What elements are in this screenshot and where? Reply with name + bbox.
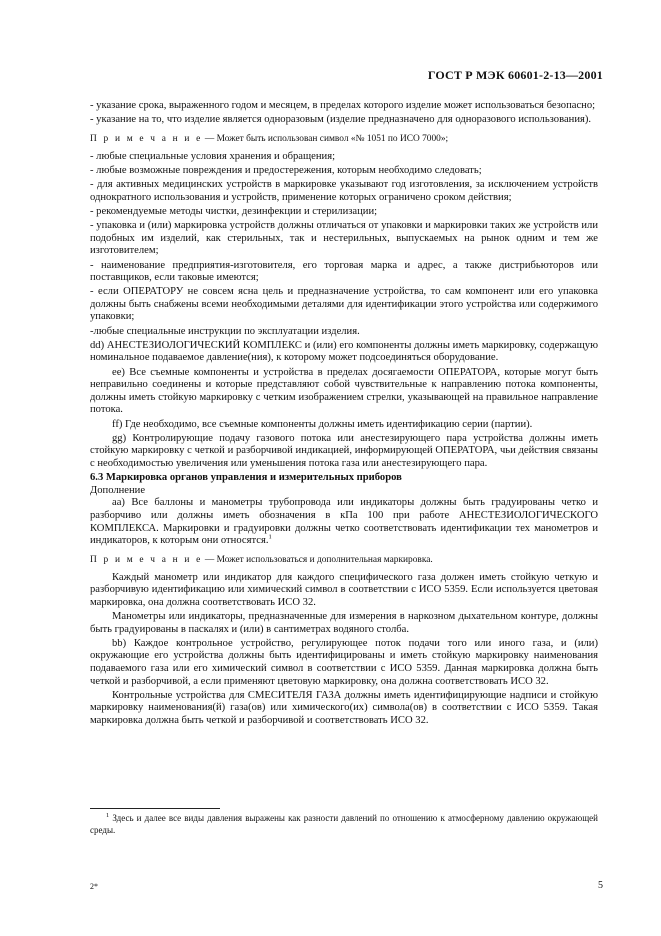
page-header: ГОСТ Р МЭК 60601-2-13—2001 [427, 68, 603, 82]
list-item: - любые специальные условия хранения и обращения; [90, 150, 336, 162]
paragraph: Контрольные устройства для СМЕСИТЕЛЯ ГАЗА должны иметь идентифицирующие надписи и стойкую маркировку наименования(й) газа(ов) или химического(их) символа(ов) в соответствии с ИСО 5359. Такая маркировка должна быть четкой и разборчивой и соответствовать ИСО 32. [90, 689, 598, 727]
item-aa [90, 497, 598, 547]
note [90, 133, 598, 145]
list-item: -любые специальные инструкции по эксплуатации изделия. [90, 325, 360, 337]
list-item: - упаковка и (или) маркировка устройств должны отличаться от упаковки и маркировки таких же устройств или подобных им изделий, как стерильных, так и нестерильных, выпускаемых на рынок одним и тем же изготовителем; [90, 220, 598, 257]
document-body [90, 100, 598, 729]
note-text: — Может быть использован символ «№ 1051 по ИСО 7000»; [202, 133, 449, 144]
paragraph: Каждый манометр или индикатор для каждого специфического газа должен иметь стойкую четкую и разборчивую идентификацию или химический символ в соответствии с ИСО 5359. Если используется цветовая маркировка, она должна соответствовать ИСО 32. [90, 571, 598, 608]
list-item: - для активных медицинских устройств в маркировке указывают год изготовления, за исключением устройств однократного использования и устройств, применение которых ограничено сроком действия; [90, 179, 598, 203]
footnote-text: Здесь и далее все виды давления выражены как разности давлений по отношению к атмосферному давлению окружающей среды. [90, 813, 598, 835]
page-number: 5 [598, 880, 603, 891]
section-subtitle: Дополнение [90, 484, 146, 496]
item-dd: dd) АНЕСТЕЗИОЛОГИЧЕСКИЙ КОМПЛЕКС и (или) его компоненты должны иметь маркировку, содержащую номинальное подаваемое давление(ния), к которому может подсоединяться оборудование. [90, 339, 598, 364]
item-ff: ff) Где необходимо, все съемные компоненты должны иметь идентификацию серии (партии). [112, 418, 533, 430]
note-text: — Может использоваться и дополнительная маркировка. [202, 554, 433, 565]
footnote-divider [90, 808, 220, 809]
footnote-area [90, 808, 598, 836]
list-item: - наименование предприятия-изготовителя, его торговая марка и адрес, а также дистрибьюторов или поставщиков, если таковые имеются; [90, 259, 598, 284]
list-item: - указание срока, выраженного годом и месяцем, в пределах которого изделие может использоваться безопасно; [90, 100, 596, 111]
list-item: - любые возможные повреждения и предостережения, которым необходимо следовать; [90, 164, 482, 176]
footnote-mark: 1 [106, 812, 110, 819]
item-gg: gg) Контролирующие подачу газового потока или анестезирующего пара устройства должны иметь стойкую маркировку с четкой и разборчивой индикацией, информирующей ОПЕРАТОРА, чьи действия связаны с необходимостью увеличения или уменьшения потока газа или анестезирующего пара. [90, 432, 598, 469]
item-ee: ee) Все съемные компоненты и устройства в пределах досягаемости ОПЕРАТОРА, которые могут быть неправильно соединены и которые представляют собой чувствительные к направлению потока компоненты, должны иметь стойкую маркировку с четким изображением стрелки, указывающей на правильное направление потока. [90, 366, 598, 416]
list-item: - рекомендуемые методы чистки, дезинфекции и стерилизации; [90, 205, 378, 217]
note [90, 554, 598, 566]
paragraph: Манометры или индикаторы, предназначенные для измерения в наркозном дыхательном контуре, должны быть градуированы в паскалях и (или) в сантиметрах водяного столба. [90, 611, 598, 635]
signature-mark: 2* [90, 882, 98, 891]
item-aa-text: аа) Все баллоны и манометры трубопровода или индикаторы должны быть градуированы четко и разборчиво или должны иметь обозначения в кПа 100 при работе АНЕСТЕЗИОЛОГИЧЕСКОГО КОМПЛЕКСА. Маркировки и градуировки должны четко соответствовать идентификации тех манометров и индикаторов, к которым они относятся. [90, 497, 598, 547]
item-bb: bb) Каждое контрольное устройство, регулирующее поток подачи того или иного газа, и (или) окружающие его устройства должны быть идентифицированы и иметь стойкую маркировку наименования подаваемого газа или его химический символ в соответствии с ИСО 5359. Данная маркировка должна быть четкой и разборчивой, а если применяют цветовую маркировку, она должна соответствовать ИСО 32. [90, 637, 598, 687]
list-item: - указание на то, что изделие является одноразовым (изделие предназначено для одноразового использования). [90, 114, 592, 126]
note-label: П р и м е ч а н и е [90, 133, 203, 144]
note-label: П р и м е ч а н и е [90, 554, 203, 565]
list-item: - если ОПЕРАТОРУ не совсем ясна цель и предназначение устройства, то сам компонент или его упаковка должны быть снабжены всеми необходимыми деталями для идентификации этого устройства или содержимого упаковки; [90, 286, 598, 323]
footnote [90, 813, 598, 836]
footnote-ref: 1 [268, 533, 272, 541]
section-title: 6.3 Маркировка органов управления и измерительных приборов [90, 472, 402, 484]
